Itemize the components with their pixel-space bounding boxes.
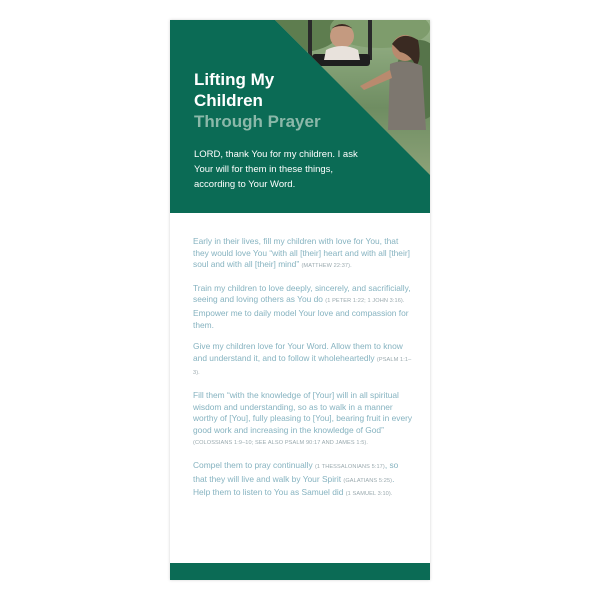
card-footer-bar xyxy=(170,563,430,580)
scripture-reference: (MATTHEW 22:37). xyxy=(301,263,352,270)
prayer-paragraph xyxy=(193,460,413,501)
prayer-paragraph xyxy=(193,341,413,380)
scripture-reference: (GALATIANS 5:25) xyxy=(343,477,393,484)
prayer-body xyxy=(193,236,413,511)
prayer-card xyxy=(170,20,430,580)
prayer-text: Give my children love for Your Word. Allow them to know and understand it, and to follow it wholeheartedly xyxy=(193,341,403,363)
scripture-reference: (PSALM 1:1–3). xyxy=(193,356,412,377)
prayer-text: Compel them to pray continually xyxy=(193,459,315,470)
scripture-reference: (1 THESSALONIANS 5:17) xyxy=(314,463,385,470)
prayer-paragraph xyxy=(193,390,413,450)
scripture-reference: (1 PETER 1:22; 1 JOHN 3:16). xyxy=(325,298,405,305)
title-line-1: Lifting My xyxy=(194,70,275,89)
title-line-2: Children xyxy=(194,91,263,110)
intro-text: LORD, thank You for my children. I ask Your will for them in these things, according to Your Word. xyxy=(194,149,358,190)
prayer-paragraph xyxy=(193,283,413,331)
card-title xyxy=(194,69,321,132)
prayer-paragraph xyxy=(193,236,413,273)
prayer-text: , so that they will live and walk by Your Spirit xyxy=(193,459,399,484)
scripture-reference: (COLOSSIANS 1:9–10; SEE ALSO PSALM 90:17 AND JAMES 1:5). xyxy=(193,440,369,447)
prayer-text: Early in their lives, fill my children with love for You, that they would love You “with all [their] heart and with all [their] soul and with all [their] mind” xyxy=(193,236,410,270)
prayer-text: . Help them to listen to You as Samuel did xyxy=(193,473,395,498)
scripture-reference: (1 SAMUEL 3:10). xyxy=(345,491,393,498)
card-header xyxy=(170,20,430,213)
prayer-text: Empower me to daily model Your love and compassion for them. xyxy=(193,307,409,330)
title-line-3: Through Prayer xyxy=(194,112,321,131)
prayer-text: Train my children to love deeply, sincerely, and sacrificially, seeing and loving others as You do xyxy=(193,282,411,305)
prayer-text: Fill them “with the knowledge of [Your] will in all spiritual wisdom and understanding, so as to walk in a manner worthy of [You], fully pleasing to [You], bearing fruit in every good work and increasing in the knowledge of God” xyxy=(193,389,413,435)
